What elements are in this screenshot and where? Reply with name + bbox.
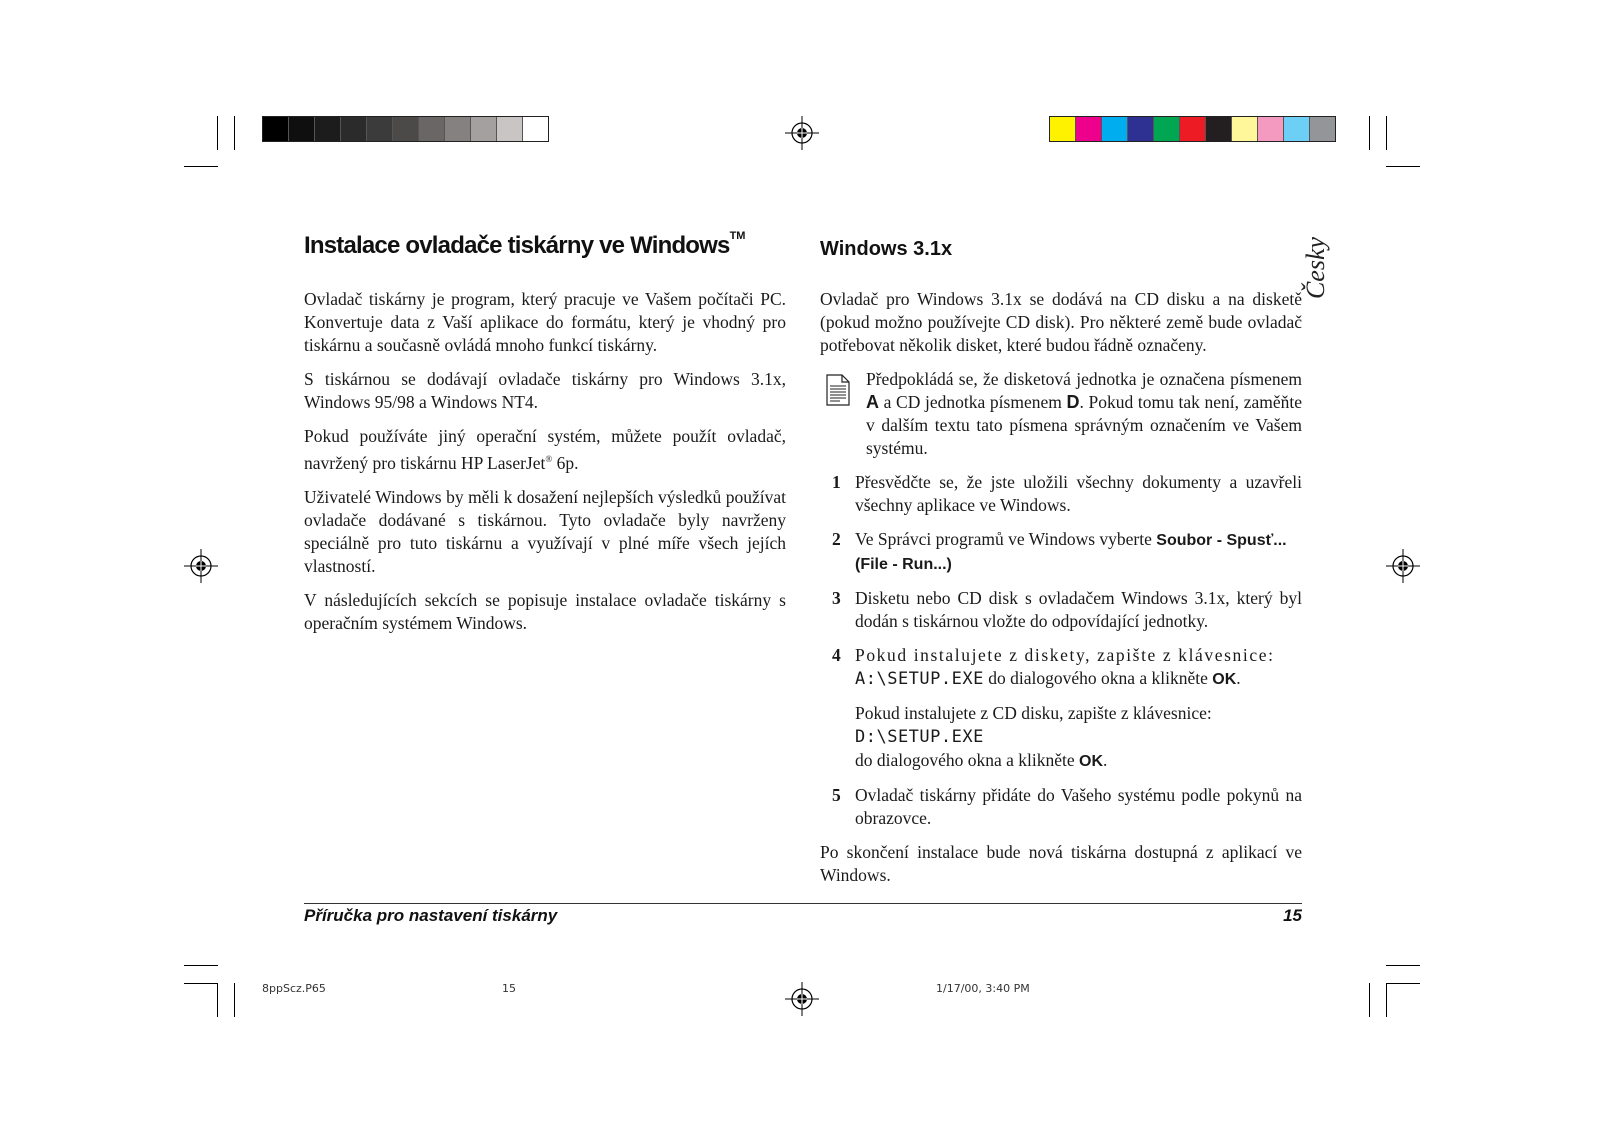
color-swatch bbox=[1050, 117, 1076, 141]
crop-mark bbox=[1369, 116, 1370, 150]
note-block bbox=[820, 368, 1302, 460]
step-item bbox=[820, 784, 1302, 830]
crop-mark bbox=[234, 116, 235, 150]
registration-mark-icon bbox=[785, 116, 819, 150]
color-swatch bbox=[393, 117, 419, 141]
right-column bbox=[820, 288, 1302, 898]
footer-title: Příručka pro nastavení tiskárny bbox=[304, 906, 558, 925]
step-number: 3 bbox=[832, 588, 841, 608]
slug-filename: 8ppScz.P65 bbox=[262, 982, 326, 995]
command-code: A:\SETUP.EXE bbox=[855, 669, 984, 689]
registration-mark-icon bbox=[1386, 549, 1420, 583]
page-title: Instalace ovladače tiskárny ve Windows™ bbox=[304, 230, 746, 259]
slug-page: 15 bbox=[502, 982, 516, 995]
step-number: 5 bbox=[832, 785, 841, 805]
color-swatch bbox=[1258, 117, 1284, 141]
trademark-sup: TM bbox=[729, 230, 746, 242]
color-swatch bbox=[1232, 117, 1258, 141]
crop-mark bbox=[1386, 166, 1420, 167]
registration-mark-icon bbox=[785, 982, 819, 1016]
command-code: D:\SETUP.EXE bbox=[855, 727, 984, 747]
paragraph: Ovladač tiskárny je program, který pracuje ve Vašem počítači PC. Konvertuje data z Vaší aplikace do formátu, který je vhodný pro tiskárnu a současně ovládá mnoho funkcí tiskárny. bbox=[304, 289, 786, 355]
language-tab-label: Česky bbox=[1301, 236, 1330, 300]
color-swatch bbox=[497, 117, 523, 141]
color-swatch bbox=[1284, 117, 1310, 141]
step-number: 4 bbox=[832, 645, 841, 665]
step-item bbox=[820, 471, 1302, 517]
step-number: 1 bbox=[832, 472, 841, 492]
slug-date: 1/17/00, 3:40 PM bbox=[936, 982, 1030, 995]
color-swatch bbox=[1206, 117, 1232, 141]
crop-mark bbox=[184, 166, 218, 167]
intro-paragraph: Ovladač pro Windows 3.1x se dodává na CD disku a na disketě (pokud možno používejte CD disk). Pro některé země bude ovladač potřebovat několik disket, které budou řádně označeny. bbox=[820, 289, 1302, 355]
step-number: 2 bbox=[832, 529, 841, 549]
color-swatch bbox=[289, 117, 315, 141]
color-swatch bbox=[1154, 117, 1180, 141]
color-swatch bbox=[263, 117, 289, 141]
step-text: Pokud instalujete z diskety, zapište z klávesnice: A:\SETUP.EXE do dialogového okna a klikněte OK. bbox=[855, 645, 1275, 689]
crop-mark bbox=[1386, 983, 1387, 1017]
step-text: Ve Správci programů ve Windows vyberte Soubor - Spusť... (File - Run...) bbox=[855, 529, 1287, 573]
paragraph: V následujících sekcích se popisuje instalace ovladače tiskárny s operačním systémem Windows. bbox=[304, 589, 786, 633]
page-number: 15 bbox=[1283, 906, 1302, 925]
crop-mark bbox=[184, 983, 218, 984]
color-swatch bbox=[367, 117, 393, 141]
crop-mark bbox=[217, 983, 218, 1017]
outro-paragraph: Po skončení instalace bude nová tiskárna dostupná z aplikací ve Windows. bbox=[820, 842, 1302, 885]
color-swatch bbox=[523, 117, 548, 141]
note-text: Předpokládá se, že disketová jednotka je označena písmenem A a CD jednotka písmenem D. Pokud tomu tak není, zaměňte v dalším textu tato písmena správným označením ve Vašem systému. bbox=[866, 369, 1302, 458]
paragraph: Uživatelé Windows by měli k dosažení nejlepších výsledků používat ovladače dodávané s tiskárnou. Tyto ovladače byly navrženy speciálně pro tuto tiskárnu a využívají v plné míře všech jejích vlastností. bbox=[304, 486, 786, 576]
crop-mark bbox=[234, 983, 235, 1017]
crop-mark bbox=[184, 965, 218, 966]
section-title: Windows 3.1x bbox=[820, 238, 953, 260]
color-swatch bbox=[1102, 117, 1128, 141]
step-text: Ovladač tiskárny přidáte do Vašeho systému podle pokynů na obrazovce. bbox=[855, 785, 1302, 828]
crop-mark bbox=[1386, 965, 1420, 966]
registered-sup: ® bbox=[545, 454, 553, 464]
color-swatch bbox=[419, 117, 445, 141]
crop-mark bbox=[1369, 983, 1370, 1017]
color-swatch bbox=[445, 117, 471, 141]
left-column bbox=[304, 288, 786, 646]
process-color-bar bbox=[1049, 116, 1336, 142]
paragraph: Pokud používáte jiný operační systém, můžete použít ovladač, navržený pro tiskárnu HP LaserJet® 6p. bbox=[304, 426, 786, 473]
grayscale-color-bar bbox=[262, 116, 549, 142]
step-item bbox=[820, 644, 1302, 773]
crop-mark bbox=[1386, 116, 1387, 150]
step-text: Disketu nebo CD disk s ovladačem Windows 3.1x, který byl dodán s tiskárnou vložte do odpovídající jednotky. bbox=[855, 588, 1302, 631]
step-item bbox=[820, 587, 1302, 633]
step-text: Přesvědčte se, že jste uložili všechny dokumenty a uzavřeli všechny aplikace ve Windows. bbox=[855, 472, 1302, 515]
color-swatch bbox=[315, 117, 341, 141]
color-swatch bbox=[1180, 117, 1206, 141]
menu-command: Soubor - Spusť... (File - Run...) bbox=[855, 532, 1287, 573]
note-document-icon bbox=[826, 374, 850, 406]
step-item bbox=[820, 528, 1302, 576]
color-swatch bbox=[1128, 117, 1154, 141]
step-subtext: Pokud instalujete z CD disku, zapište z klávesnice: D:\SETUP.EXE do dialogového okna a klikněte OK. bbox=[855, 703, 1212, 770]
footer-rule bbox=[304, 903, 1302, 904]
color-swatch bbox=[1310, 117, 1335, 141]
color-swatch bbox=[341, 117, 367, 141]
color-swatch bbox=[471, 117, 497, 141]
crop-mark bbox=[1386, 983, 1420, 984]
crop-mark bbox=[217, 116, 218, 150]
color-swatch bbox=[1076, 117, 1102, 141]
registration-mark-icon bbox=[184, 549, 218, 583]
paragraph: S tiskárnou se dodávají ovladače tiskárny pro Windows 3.1x, Windows 95/98 a Windows NT4. bbox=[304, 369, 786, 412]
